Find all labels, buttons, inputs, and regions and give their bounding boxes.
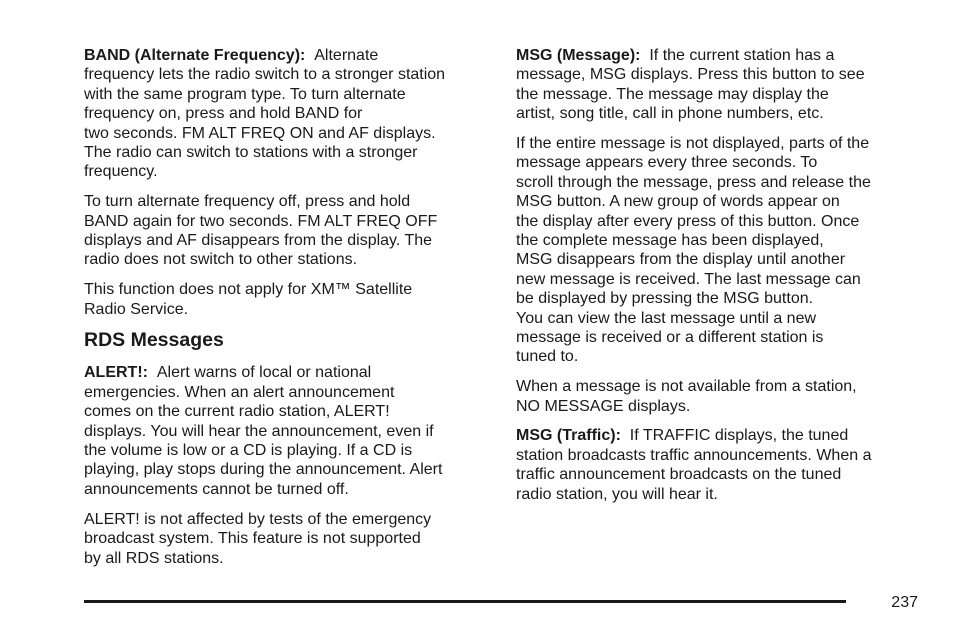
text-line: This function does not apply for XM™ Satellite <box>84 281 413 299</box>
text-line: Radio Service. <box>84 300 189 318</box>
text-line: displays. You will hear the announcement, even if <box>84 422 434 440</box>
right-column <box>516 46 918 515</box>
text-line: tuned to. <box>516 348 579 366</box>
text-line: If TRAFFIC displays, the tuned <box>629 427 849 445</box>
text-line: playing, play stops during the announcement. Alert <box>84 461 443 479</box>
text-line: MSG button. A new group of words appear on <box>516 193 840 211</box>
text-line: If the current station has a <box>649 47 835 64</box>
band-off-paragraph <box>84 192 494 270</box>
msg-lead: MSG (Message): <box>516 47 641 64</box>
text-line: new message is received. The last message can <box>516 270 861 288</box>
text-line: frequency on, press and hold BAND for <box>84 105 363 123</box>
page-number: 237 <box>891 594 918 611</box>
text-line: by all RDS stations. <box>84 549 224 567</box>
text-line: If the entire message is not displayed, parts of the <box>516 135 870 153</box>
text-line: message appears every three seconds. To <box>516 154 818 172</box>
text-line: the message. The message may display the <box>516 85 829 103</box>
text-line: the display after every press of this button. Once <box>516 212 860 230</box>
text-line: message is received or a different station is <box>516 329 824 347</box>
xm-note-paragraph <box>84 280 494 319</box>
text-line: announcements cannot be turned off. <box>84 480 349 498</box>
text-line: frequency lets the radio switch to a stronger station <box>84 66 446 84</box>
text-line: NO MESSAGE displays. <box>516 397 691 415</box>
band-lead: BAND (Alternate Frequency): <box>84 47 306 64</box>
text-line: comes on the current radio station, ALERT! <box>84 403 390 421</box>
text-line: MSG disappears from the display until another <box>516 251 846 269</box>
left-column <box>84 46 494 578</box>
text-line: Alert warns of local or national <box>156 364 372 382</box>
text-line: radio station, you will hear it. <box>516 485 718 503</box>
text-line: To turn alternate frequency off, press and hold <box>84 193 411 211</box>
alert-lead: ALERT!: <box>84 364 148 382</box>
msg-scroll-paragraph <box>516 134 918 367</box>
text-line: radio does not switch to other stations. <box>84 251 358 269</box>
text-line: emergencies. When an alert announcement <box>84 383 395 401</box>
text-line: with the same program type. To turn alternate <box>84 85 406 103</box>
band-paragraph <box>84 46 494 182</box>
no-message-paragraph <box>516 377 918 416</box>
text-line: be displayed by pressing the MSG button. <box>516 290 814 308</box>
text-line: the complete message has been displayed, <box>516 232 824 250</box>
text-line: station broadcasts traffic announcements. When a <box>516 446 872 464</box>
alert-note-paragraph <box>84 510 494 568</box>
text-line: ALERT! is not affected by tests of the emergency <box>84 510 432 528</box>
text-line: scroll through the message, press and release the <box>516 173 871 191</box>
msg-paragraph <box>516 46 918 124</box>
text-line: message, MSG displays. Press this button to see <box>516 66 865 84</box>
text-line: artist, song title, call in phone numbers, etc. <box>516 105 824 123</box>
text-line: BAND again for two seconds. FM ALT FREQ OFF <box>84 212 438 230</box>
text-line: the volume is low or a CD is playing. If a CD is <box>84 442 413 460</box>
text-line: displays and AF disappears from the display. The <box>84 232 433 250</box>
text-line: You can view the last message until a new <box>516 309 817 327</box>
traffic-lead: MSG (Traffic): <box>516 427 621 445</box>
traffic-paragraph <box>516 426 918 504</box>
text-line: two seconds. FM ALT FREQ ON and AF displays. <box>84 124 436 142</box>
alert-paragraph <box>84 363 494 499</box>
text-line: When a message is not available from a station, <box>516 378 857 396</box>
footer-rule <box>84 600 846 603</box>
text-line: Alternate <box>314 47 379 64</box>
text-line: traffic announcement broadcasts on the tuned <box>516 466 842 484</box>
rds-messages-heading: RDS Messages <box>84 329 224 352</box>
text-line: broadcast system. This feature is not supported <box>84 530 421 548</box>
text-line: frequency. <box>84 163 158 181</box>
text-line: The radio can switch to stations with a stronger <box>84 144 418 162</box>
